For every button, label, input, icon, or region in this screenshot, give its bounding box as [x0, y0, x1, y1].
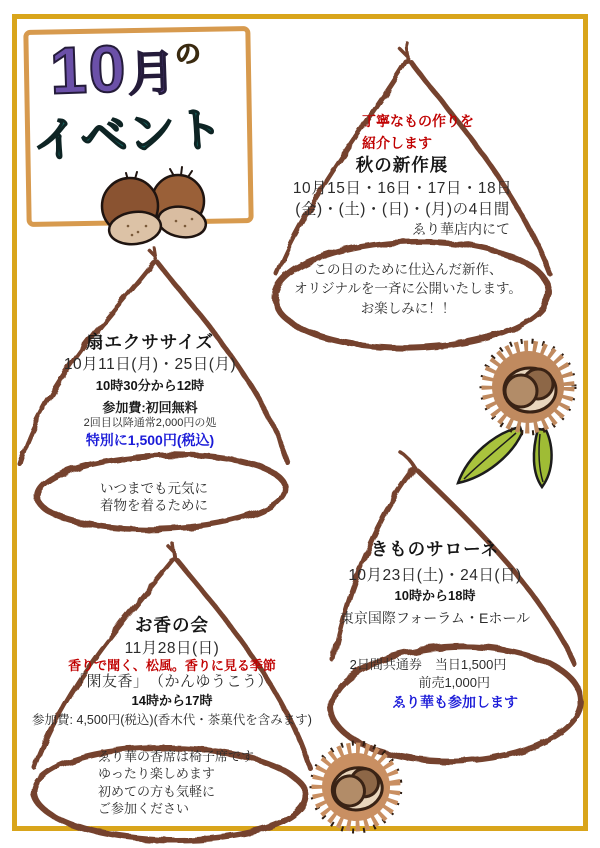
- fan-date: 10月11日(月)・25日(月): [63, 356, 237, 373]
- kimono-ticket-line1: 2日間共通券 当日1,500円: [349, 657, 507, 672]
- kimono-ticket-line2: 前売1,000円: [418, 675, 490, 690]
- kimono-title: きものサローネ: [370, 539, 500, 559]
- incense-note-line1: ゑり華の香席は椅子席です: [98, 749, 255, 764]
- fan-title: 扇エクササイズ: [85, 332, 215, 352]
- incense-date: 11月28日(日): [124, 640, 220, 657]
- autumn-note-line2: オリジナルを一斉に公開いたします。: [294, 281, 522, 296]
- incense-time: 14時から17時: [131, 693, 213, 708]
- autumn-venue: ゑり華店内にて: [412, 221, 510, 237]
- fan-note-line1: いつまでも元気に: [100, 481, 208, 496]
- autumn-note-line1: この日のために仕込んだ新作、: [313, 262, 503, 277]
- fan-fee: 参加費:初回無料: [102, 400, 198, 415]
- fan-note-line2: 着物を着るために: [100, 498, 208, 513]
- incense-name: 「閑友香」 （かんゆうこう）: [70, 673, 273, 690]
- kimono-time: 10時から18時: [394, 588, 476, 603]
- fan-fee-note: 2回目以降通常2,000円の処: [83, 417, 217, 429]
- autumn-lead-line1: 丁寧なもの作りを: [362, 113, 474, 129]
- chestnut-burr-icon: [298, 735, 416, 835]
- kimono-venue: 東京国際フォーラム・Eホール: [339, 610, 531, 626]
- incense-lead: 香りで聞く、松風。香りに見る季節: [68, 658, 276, 673]
- autumn-title: 秋の新作展: [355, 155, 449, 175]
- autumn-date: 10月15日・16日・17日・18日: [292, 180, 513, 197]
- chestnut-burr-with-leaves-icon: [450, 335, 585, 490]
- kimono-date: 10月23日(土)・24日(日): [348, 567, 522, 584]
- autumn-days: (金)・(土)・(日)・(月)の4日間: [295, 201, 510, 218]
- incense-title: お香の会: [135, 615, 209, 635]
- autumn-lead-line2: 紹介します: [362, 135, 432, 151]
- chestnut-pair-icon: [88, 166, 220, 248]
- title-number: 10: [48, 30, 129, 108]
- incense-note-line3: 初めての方も気軽に: [98, 784, 216, 799]
- incense-note-line2: ゆったり楽しめます: [98, 766, 215, 781]
- fan-time: 10時30分から12時: [95, 378, 205, 393]
- fan-fee-special: 特別に1,500円(税込): [85, 432, 215, 448]
- title-no: の: [174, 38, 202, 70]
- autumn-note-line3: お楽しみに！！: [360, 301, 456, 316]
- poster-title-line2: イベント: [30, 101, 226, 168]
- kimono-participation: ゑり華も参加します: [392, 694, 518, 710]
- title-month: 月: [126, 47, 177, 102]
- incense-note-line4: ご参加ください: [98, 801, 190, 816]
- incense-fee: 参加費: 4,500円(税込)(香木代・茶菓代を含みます): [32, 713, 312, 727]
